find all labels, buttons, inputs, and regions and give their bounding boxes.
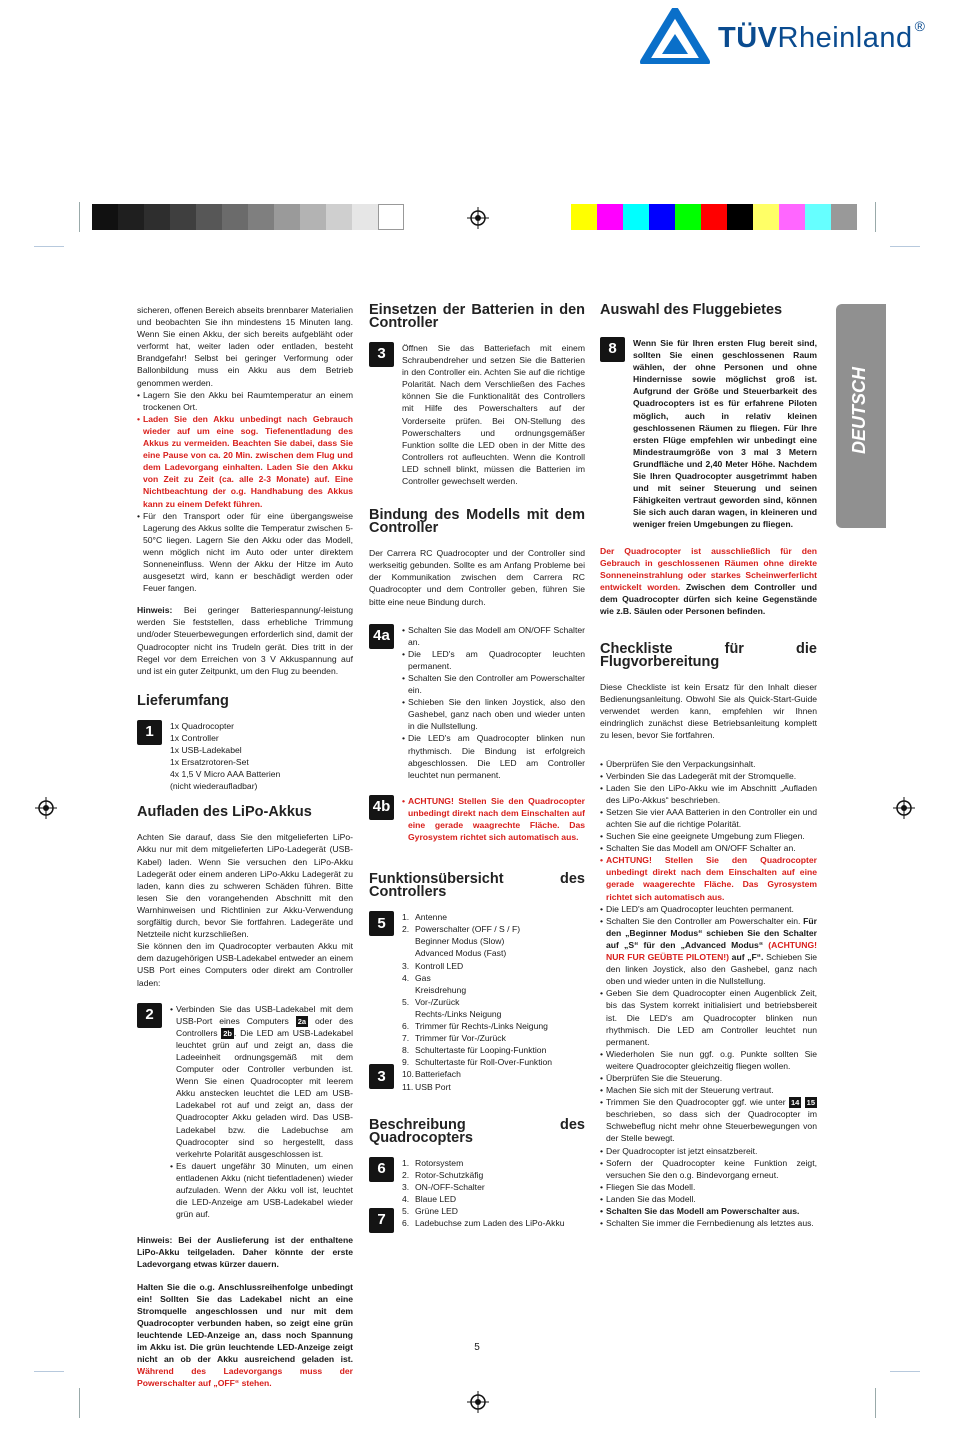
step-1	[137, 720, 353, 793]
list-item	[402, 984, 585, 996]
step-badge: 5	[369, 911, 394, 936]
list-item	[402, 1193, 585, 1205]
language-side-tab	[836, 304, 886, 528]
checklist-item: • Wiederholen Sie nun ggf. o.g. Punkte sollten Sie weitere Quadrocopter gleichzeitig fliegen wollen.	[600, 1048, 817, 1072]
trim-mark	[34, 1371, 64, 1372]
list-text: Grüne LED	[415, 1205, 458, 1216]
list-item: • Die LED's am Quadrocopter blinken nun rhythmisch. Die Bindung ist erfolgreich abgeschlossen. Die LED am Controller leuchtet nun permanent.	[402, 732, 585, 780]
color-swatch	[779, 204, 805, 230]
section-title-beschreibung: Beschreibung des Quadrocopters	[369, 1116, 585, 1146]
trim-mark	[34, 246, 64, 247]
list-number: 2.	[402, 924, 410, 935]
list-number: 7.	[402, 1033, 410, 1044]
step-3	[369, 342, 585, 487]
color-swatch	[118, 204, 144, 230]
color-swatch	[649, 204, 675, 230]
list-text: Trimmer für Rechts-/Links Neigung	[415, 1021, 548, 1032]
registration-mark-icon	[35, 797, 57, 819]
list-item	[402, 1032, 585, 1044]
color-swatch	[144, 204, 170, 230]
list-item	[402, 1068, 585, 1080]
step-badge: 4b	[369, 795, 394, 820]
list-item	[402, 1081, 585, 1093]
list-text: Powerschalter (OFF / S / F)	[415, 924, 521, 935]
color-swatch	[571, 204, 597, 230]
figure-ref-badge: 2b	[223, 1028, 233, 1038]
color-swatch	[222, 204, 248, 230]
list-item	[402, 1169, 585, 1181]
list-number: 11.	[402, 1081, 414, 1092]
controller-functions-list	[402, 911, 585, 1092]
section-title-batterien: Einsetzen der Batterien in den Controller	[369, 302, 585, 331]
list-text: Beginner Modus (Slow)	[415, 936, 505, 947]
checklist-item: • Machen Sie sich mit der Steuerung vertraut.	[600, 1084, 817, 1096]
controller-functions	[369, 911, 585, 1092]
list-number: 5.	[402, 1205, 410, 1216]
list-number: 4.	[402, 1193, 410, 1204]
color-swatch	[170, 204, 196, 230]
step-badge: 3	[369, 342, 394, 367]
trim-mark	[890, 246, 920, 247]
section-title-lieferumfang: Lieferumfang	[137, 692, 229, 709]
list-number: 9.	[402, 1057, 410, 1068]
step-text: Öffnen Sie das Batteriefach mit einem Schraubendreher und setzen Sie die Batterien in den Controller ein. Achten Sie auf die richtige Polarität. Nach dem Verschließen des Faches können Sie die Funktionalität des Controllers mit Hilfe des Powerschalters auf der Vorderseite prüfen. Bei ON-Stellung des Powerschalters und ordnungsgemäßer Funktion sollte die LED oben in der Mitte des Controllers rot aufleuchten. Wenn die Kontroll LED schnell blinkt, müssen die Batterien im Controller gewechselt werden.	[402, 343, 585, 487]
list-item: 1x Controller	[170, 732, 219, 743]
list-item: 1x Ersatzrotoren-Set	[170, 757, 249, 768]
section-title-aufladen: Aufladen des LiPo-Akkus	[137, 804, 312, 821]
trim-mark	[875, 1388, 876, 1418]
list-item	[402, 960, 585, 972]
column-2	[369, 304, 585, 1233]
checklist-item: • Geben Sie dem Quadrocopter einen Augenblick Zeit, bis das System korrekt initialisiert und betriebsbereit ist. Die LED's am Quadrocopter blinken nun rhythmisch. Die LED am Controller leuchtet nun permanent.	[600, 987, 817, 1047]
checklist-item: • Schalten Sie den Controller am Powerschalter ein. Für den „Beginner Modus“ schieben Sie den Schalter auf „S“ für den „Advanced Modus“ (ACHTUNG! NUR FUR GEÜBTE PILOTEN!) auf „F“. Schieben Sie den linken Joystick, also den Gashebel, ganz nach oben und wieder unten in die Nullstellung.	[600, 915, 817, 988]
color-swatch	[248, 204, 274, 230]
list-item: • Schalten Sie den Controller am Powerschalter ein.	[402, 672, 585, 696]
step-badge: 3	[369, 1064, 394, 1089]
color-swatch	[92, 204, 118, 230]
color-swatch	[274, 204, 300, 230]
step-4b	[369, 795, 585, 843]
list-text: Rotorsystem	[415, 1157, 464, 1168]
color-swatch	[727, 204, 753, 230]
checkliste-paragraph: Diese Checkliste ist kein Ersatz für den Inhalt dieser Bedienungsanleitung. Obwohl Sie als Quick-Start-Guide verwendet werden kann, empfehlen wir Ihnen eindringlich zunächst diese Betriebsanleitung komplett zu lesen, bevor Sie fortfahren.	[600, 682, 817, 741]
final-warning-paragraph: Halten Sie die o.g. Anschlussreihenfolge unbedingt ein! Sollten Sie das Ladekabel nicht an eine Stromquelle angeschlossen und nur mit dem Quadrocopter verbunden haben, so zeigt eine grün leuchtende LED-Anzeige an, dass noch Spannung im Akku ist. Die grün leuchtende LED-Anzeige zeigt nicht an ob der Akku ausreichend geladen ist. Während des Ladevorgangs muss der Powerschalter auf „OFF“ stehen.	[137, 1281, 353, 1389]
aufladen-paragraph: Sie können den im Quadrocopter verbauten Akku mit dem dazugehörigen USB-Ladekabel entweder an einem USB Port eines Computers oder direkt am Controller laden:	[137, 941, 353, 988]
list-item: (nicht wiederaufladbar)	[170, 781, 258, 792]
battery-care-list	[137, 389, 353, 595]
step-badge: 4a	[369, 624, 394, 649]
section-title-bindung: Bindung des Modells mit dem Controller	[369, 507, 585, 537]
list-text: Schultertaste für Looping-Funktion	[415, 1045, 547, 1056]
list-text: Trimmer für Vor-/Zurück	[415, 1033, 506, 1044]
list-number: 1.	[402, 1157, 410, 1168]
checklist-item: • Sofern der Quadrocopter keine Funktion zeigt, versuchen Sie den o.g. Bindevorgang erneut.	[600, 1157, 817, 1181]
step-badge: 2	[137, 1003, 162, 1028]
color-swatch	[597, 204, 623, 230]
checklist-item: • Überprüfen Sie den Verpackungsinhalt.	[600, 758, 817, 770]
checklist-item: • Der Quadrocopter ist jetzt einsatzbereit.	[600, 1145, 817, 1157]
color-swatch	[352, 204, 378, 230]
list-item-warning: • Laden Sie den Akku unbedingt nach Gebrauch wieder auf um eine sog. Tiefenentladung des Akkus zu vermeiden. Beachten Sie dabei, dass Sie eine Pause von ca. 20 Min. zwischen dem Flug und dem Ladevorgang einhalten. Laden Sie den Akku von Zeit zu Zeit (ca. alle 2-3 Monate) auf. Eine Nichtbeachtung der o.g. Handhabung des Akkus kann zu einem Defekt führen.	[137, 413, 353, 510]
checklist-item: • Schalten Sie immer die Fernbedienung als letztes aus.	[600, 1217, 817, 1229]
color-swatch	[300, 204, 326, 230]
color-swatch	[326, 204, 352, 230]
list-item: • Schalten Sie das Modell am ON/OFF Schalter an.	[402, 624, 585, 648]
list-number: 8.	[402, 1045, 410, 1056]
quadrocopter-parts	[369, 1157, 585, 1233]
checklist-item: • Überprüfen Sie die Steuerung.	[600, 1072, 817, 1084]
list-item	[402, 1020, 585, 1032]
list-text: Rechts-/Links Neigung	[415, 1008, 502, 1019]
list-text: Gas	[415, 972, 431, 983]
list-text: Vor-/Zurück	[415, 996, 460, 1007]
checklist-item: • Die LED's am Quadrocopter leuchten permanent.	[600, 903, 817, 915]
aufladen-paragraph: Achten Sie darauf, dass Sie den mitgelieferten LiPo-Akku nur mit dem mitgelieferten LiPo-Ladegerät (USB-Kabel) laden. Wenn Sie versuchen den LiPo-Akku Ladegerät oder einem anderen LiPo-Akku Ladegerät zu laden, kann dies zu schweren Schäden führen. Bitte lesen Sie den vorangehenden Abschnitt mit den Warnhinweisen und Richtlinien zur Akku-Verwendung sorgfältig durch, bevor Sie fortfahren. Ladegeräte und Netzteile nicht kurzschließen.	[137, 832, 353, 940]
trim-mark	[79, 1388, 80, 1418]
step-badge: 8	[600, 337, 625, 362]
list-item	[402, 923, 585, 935]
section-title-funktionsuebersicht: Funktionsübersicht des Controllers	[369, 871, 585, 901]
list-number: 3.	[402, 1181, 410, 1192]
bindung-paragraph: Der Carrera RC Quadrocopter und der Controller sind werkseitig gebunden. Sollte es am Anfang Probleme bei der Kommunikation zwischen dem Carrera RC Quadrocopter und dem Controller geben, führen Sie bitte eine neue Bindung durch.	[369, 548, 585, 607]
list-item: • Für den Transport oder für eine übergangsweise Lagerung des Akkus sollte die Temperatur zwischen 5-50°C liegen. Lagern Sie den Akku oder das Modell, wenn möglich nicht im Auto oder unter direktem Sonneneinfluss. Wenn der Akku der Hitze im Auto ausgesetzt wird, kann er beschädigt werden oder Feuer fangen.	[137, 510, 353, 595]
list-item	[402, 1008, 585, 1020]
checklist-item: • Landen Sie das Modell.	[600, 1193, 817, 1205]
trim-mark	[79, 202, 80, 232]
column-3	[600, 304, 817, 1239]
step-8	[600, 337, 817, 531]
list-number: 6.	[402, 1021, 410, 1032]
list-item	[402, 1044, 585, 1056]
step-4a	[369, 624, 585, 781]
page-number: 5	[474, 1342, 480, 1353]
checklist	[600, 758, 817, 1230]
list-item: • Lagern Sie den Akku bei Raumtemperatur an einem trockenen Ort.	[137, 389, 353, 413]
list-text: Rotor-Schutzkäfig	[415, 1169, 484, 1180]
checklist-item: • Schalten Sie das Modell am Powerschalter aus.	[600, 1205, 817, 1217]
color-swatch	[675, 204, 701, 230]
lieferumfang-list	[170, 720, 353, 793]
list-text: Ladebuchse zum Laden des LiPo-Akku	[415, 1218, 565, 1229]
list-number: 3.	[402, 960, 410, 971]
list-number: 2.	[402, 1169, 410, 1180]
list-item	[402, 947, 585, 959]
list-text: Batteriefach	[415, 1069, 461, 1080]
section-title-checkliste: Checkliste für die Flugvorbereitung	[600, 641, 817, 671]
charging-steps-list	[170, 1003, 353, 1221]
list-text: ON-/OFF-Schalter	[415, 1181, 485, 1192]
list-item: 1x USB-Ladekabel	[170, 745, 242, 755]
checklist-item: • Fliegen Sie das Modell.	[600, 1181, 817, 1193]
binding-steps-list	[402, 624, 585, 781]
section-title-fluggebiet: Auswahl des Fluggebietes	[600, 302, 783, 318]
intro-paragraph: sicheren, offenen Bereich abseits brennbarer Materialien und beobachten Sie ihn mindestens 15 Minuten lang. Wenn Sie einen Akku, der sich bereits aufgebläht oder verformt hat, weiter laden oder entladen, besteht Brandgefahr! Selbst bei geringer Verformung oder Ballonbildung muss ein Akku aus dem Betrieb genommen werden.	[137, 305, 353, 388]
registration-mark-icon	[467, 207, 489, 229]
list-number: 5.	[402, 996, 410, 1007]
list-item	[402, 996, 585, 1008]
color-swatch	[805, 204, 831, 230]
tuv-triangle-icon	[640, 8, 710, 64]
step-badge: 7	[369, 1208, 394, 1233]
figure-ref-badge: 15	[806, 1098, 815, 1108]
list-text: Schultertaste für Roll-Over-Funktion	[415, 1057, 553, 1068]
color-swatch	[623, 204, 649, 230]
list-item: • Es dauert ungefähr 30 Minuten, um einen entladenen Akku (nicht tiefentladenen) wieder aufzuladen. Wenn der Akku voll ist, leuchtet die LED-Anzeige am USB-Ladekabel wieder grün auf.	[170, 1160, 353, 1220]
cmyk-color-bar	[571, 204, 857, 230]
list-text: Kreisdrehung	[415, 984, 467, 995]
checklist-item: • Verbinden Sie das Ladegerät mit der Stromquelle.	[600, 770, 817, 782]
checklist-item: • Suchen Sie eine geeignete Umgebung zum Fliegen.	[600, 830, 817, 842]
list-number: 10.	[402, 1069, 414, 1080]
quadrocopter-parts-list	[402, 1157, 585, 1233]
trim-mark	[890, 1371, 920, 1372]
step-text: Wenn Sie für Ihren ersten Flug bereit sind, sollten Sie einen geschlossenen Raum wählen, der ohne Personen und ohne Hindernisse sowie möglichst groß ist. Aufgrund der Größe und Steuerbarkeit des Quadrocopters ist es für erfahrene Piloten möglich, auch in relativ kleinen geschlossenen Räumen zu fliegen. Für Ihre ersten Flüge empfehlen wir unbedingt eine Mindestraumgröße von 3 mal 3 Metern Grundfläche und 2,40 Meter Höhe. Nachdem Sie Ihren Quadrocopter ausgetrimmt haben und mit seiner Steuerung und seinen Fähigkeiten vertraut geworden sind, können Sie sich auch daran wagen, in kleineren und weniger freien Umgebungen zu fliegen.	[633, 338, 817, 530]
list-text: Kontroll LED	[415, 960, 464, 971]
list-text: USB Port	[415, 1081, 451, 1092]
list-number: 4.	[402, 972, 410, 983]
color-swatch	[753, 204, 779, 230]
color-swatch	[378, 204, 404, 230]
step-badge: 6	[369, 1157, 394, 1182]
list-item: 1x Quadrocopter	[170, 720, 235, 731]
tuv-logo	[640, 6, 960, 66]
figure-ref-badge: 14	[790, 1098, 800, 1108]
list-item	[402, 911, 585, 923]
checklist-item-warning: • ACHTUNG! Stellen Sie den Quadrocopter unbedingt direkt nach dem Einschalten auf eine gerade waagerechte Fläche. Das Gyrosystem richtet sich automatisch aus.	[600, 854, 817, 902]
hinweis-paragraph: Hinweis: Bei der Auslieferung ist der enthaltene LiPo-Akku teilgeladen. Daher könnte der erste Ladevorgang etwas kürzer dauern.	[137, 1235, 353, 1270]
list-text: Blaue LED	[415, 1193, 457, 1204]
list-text: Antenne	[415, 912, 448, 923]
checklist-item: • Trimmen Sie den Quadrocopter ggf. wie unter 14 15 beschrieben, so dass sich der Quadrocopter im Schwebeflug nicht mehr ohne Steuerbewegungen von der Stelle bewegt.	[600, 1096, 817, 1144]
language-label: DEUTSCH	[849, 366, 869, 454]
color-swatch	[831, 204, 857, 230]
list-item	[402, 1056, 585, 1068]
color-swatch	[701, 204, 727, 230]
figure-ref-badge: 2a	[297, 1016, 307, 1026]
checklist-item: • Laden Sie den LiPo-Akku wie im Abschnitt „Aufladen des LiPo-Akkus“ beschrieben.	[600, 782, 817, 806]
column-1	[137, 304, 353, 1399]
list-item	[402, 935, 585, 947]
list-item	[402, 1217, 585, 1229]
checklist-item: • Setzen Sie vier AAA Batterien in den Controller ein und achten Sie auf die richtige Polarität.	[600, 806, 817, 830]
gray-color-bar	[92, 204, 404, 230]
list-item	[402, 1181, 585, 1193]
logo-wordmark: TÜVRheinland ®	[718, 18, 926, 54]
color-swatch	[196, 204, 222, 230]
list-item: • Schieben Sie den linken Joystick, also den Gashebel, ganz nach oben und wieder unten in die Nullstellung.	[402, 696, 585, 732]
list-item: • Die LED's am Quadrocopter leuchten permanent.	[402, 648, 585, 672]
fluggebiet-paragraph: Der Quadrocopter ist ausschließlich für den Gebrauch in geschlossenen Räumen ohne direkte Sonneneinstrahlung oder starkes Scheinwerferlicht entwickelt worden. Zwischen dem Controller und dem Quadrocopter dürfen sich keine Gegenstände wie z.B. Säulen oder Personen befinden.	[600, 545, 818, 616]
gyro-warning: • ACHTUNG! Stellen Sie den Quadrocopter unbedingt direkt nach dem Einschalten auf eine gerade waagrechte Fläche. Das Gyrosystem richtet sich automatisch aus.	[402, 795, 585, 843]
list-item	[402, 1205, 585, 1217]
list-item: 4x 1,5 V Micro AAA Batterien	[170, 769, 281, 780]
list-item: • Verbinden Sie das USB-Ladekabel mit dem USB-Port eines Computers 2a oder des Controllers 2b . Die LED am USB-Ladekabel leuchtet grün auf und zeigt an, dass die Ladeeinheit ordnungsgemäß mit dem Computer oder Controller verbunden ist. Wenn Sie einen Quadrocopter mit leerem Akku anstecken leuchtet die LED am USB-Ladekabel rot auf und zeigt an, dass der Quadrocopter Akku geladen wird. Das USB-Ladekabel bzw. die Ladebuchse am Quadrocopter sind so hergestellt, dass verkehrte Polarität ausgeschlossen ist.	[170, 1003, 353, 1160]
list-item	[402, 1157, 585, 1169]
list-text: Advanced Modus (Fast)	[415, 948, 507, 959]
list-item	[402, 972, 585, 984]
step-2	[137, 1003, 353, 1221]
step-badge: 1	[137, 720, 162, 745]
registration-mark-icon	[893, 797, 915, 819]
hinweis-paragraph: Hinweis: Bei geringer Batteriespannung/-leistung werden Sie feststellen, dass erhebliche Trimmung und/oder Steuerbewegungen erforderlich sind, damit der Quadrocopter nicht ins Trudeln gerät. Dies tritt in der Regel vor dem Erreichen von 3 V Akkuspannung auf und ist ein guter Zeitpunkt, um den Flug zu beenden.	[137, 605, 353, 676]
checklist-item: • Schalten Sie das Modell am ON/OFF Schalter an.	[600, 842, 817, 854]
registration-mark-icon	[467, 1391, 489, 1413]
list-number: 6.	[402, 1218, 410, 1229]
trim-mark	[875, 202, 876, 232]
list-number: 1.	[402, 912, 410, 923]
